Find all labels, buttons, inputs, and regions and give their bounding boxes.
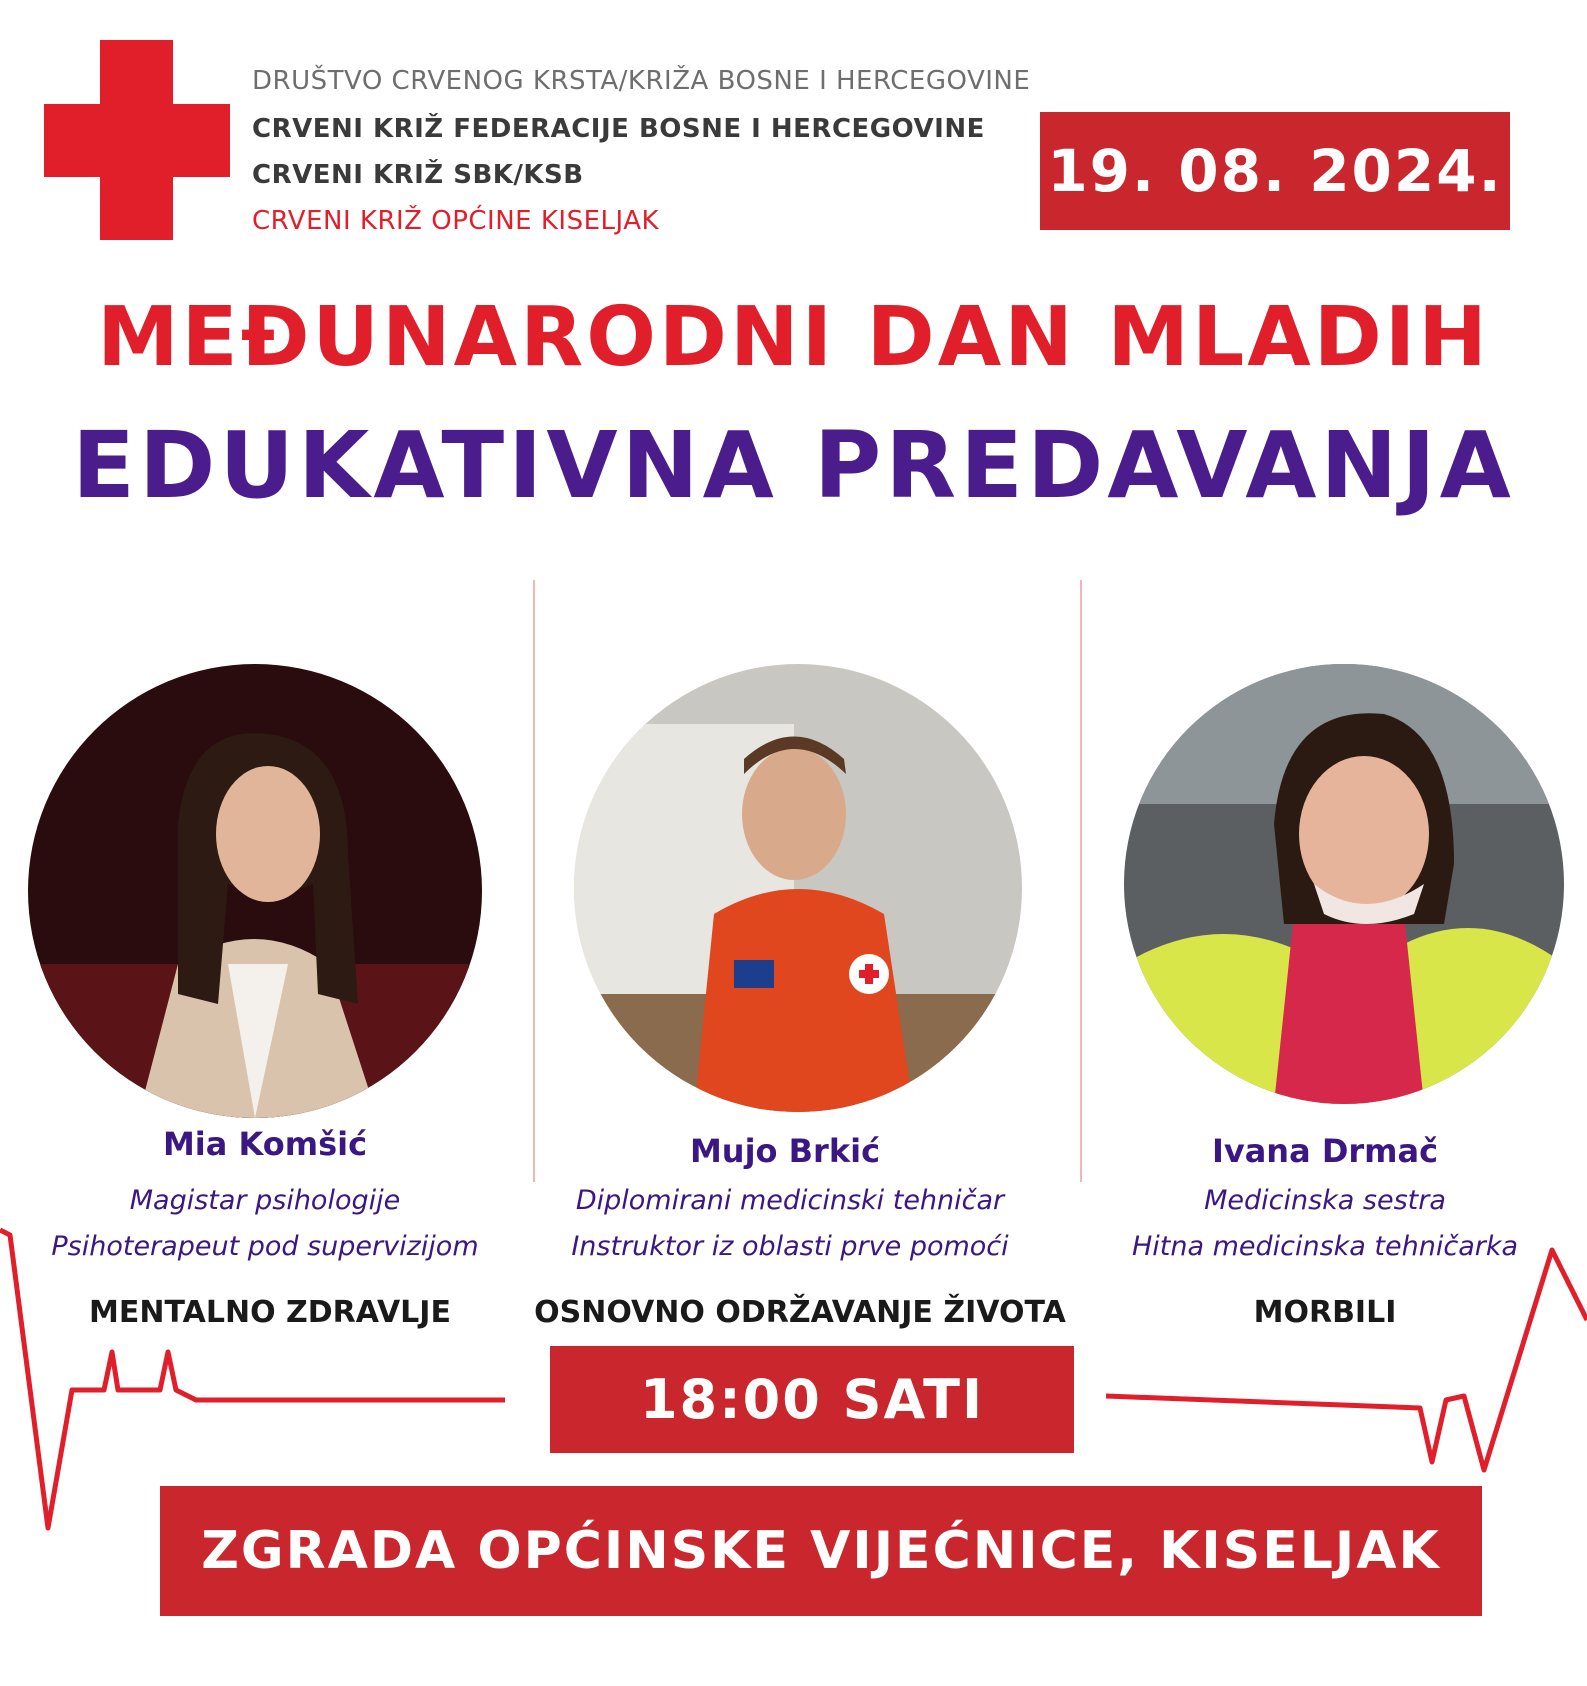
column-divider — [1080, 580, 1082, 1182]
speaker-role: Diplomirani medicinski tehničar — [575, 1185, 1005, 1216]
lecture-topic: MORBILI — [1253, 1295, 1397, 1330]
speaker-role: Instruktor iz oblasti prve pomoći — [571, 1231, 1009, 1262]
speaker-role: Psihoterapeut pod supervizijom — [51, 1231, 479, 1262]
lecture-topic: OSNOVNO ODRŽAVANJE ŽIVOTA — [534, 1295, 1066, 1330]
org-line-canton: CRVENI KRIŽ SBK/KSB — [252, 160, 584, 190]
red-cross-logo-bar — [44, 104, 230, 177]
speaker-name: Mia Komšić — [162, 1125, 368, 1163]
speaker-photo-mujo — [574, 664, 1022, 1112]
event-date: 19. 08. 2024. — [1040, 112, 1510, 230]
speaker-photo-mia — [28, 664, 482, 1118]
speaker-name: Mujo Brkić — [689, 1132, 881, 1170]
column-divider — [533, 580, 535, 1182]
org-line-municipality: CRVENI KRIŽ OPĆINE KISELJAK — [252, 206, 660, 236]
org-line-national: DRUŠTVO CRVENOG KRSTA/KRIŽA BOSNE I HERCEGOVINE — [252, 66, 1031, 96]
subtitle: EDUKATIVNA PREDAVANJA — [72, 412, 1515, 519]
org-line-federation: CRVENI KRIŽ FEDERACIJE BOSNE I HERCEGOVINE — [252, 114, 985, 144]
lecture-topic: MENTALNO ZDRAVLJE — [89, 1295, 451, 1330]
speaker-role: Medicinska sestra — [1204, 1185, 1446, 1216]
main-title: MEĐUNARODNI DAN MLADIH — [97, 290, 1490, 385]
speaker-role: Magistar psihologije — [129, 1185, 401, 1216]
speaker-role: Hitna medicinska tehničarka — [1131, 1231, 1519, 1262]
speaker-photo-ivana — [1124, 664, 1564, 1104]
event-time: 18:00 SATI — [550, 1346, 1074, 1453]
speaker-name: Ivana Drmač — [1211, 1132, 1439, 1170]
event-location: ZGRADA OPĆINSKE VIJEĆNICE, KISELJAK — [160, 1486, 1482, 1616]
